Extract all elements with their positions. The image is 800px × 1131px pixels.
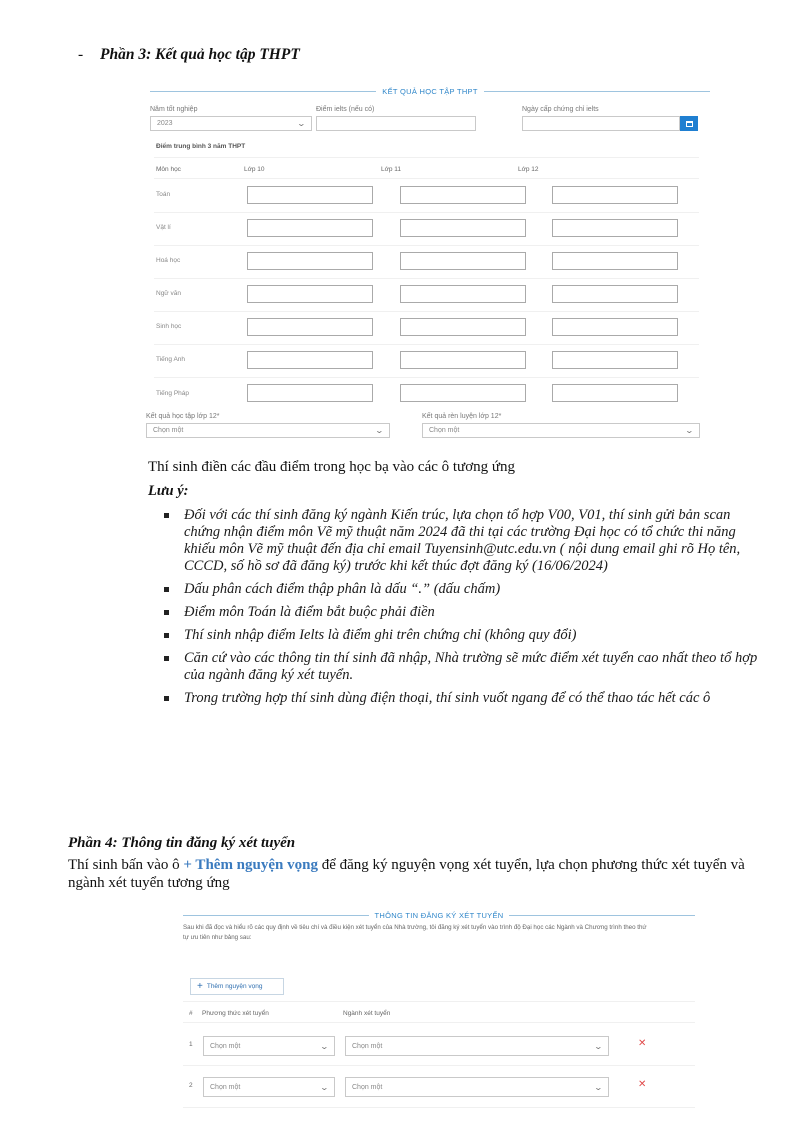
- grade10-input[interactable]: [247, 285, 373, 303]
- grade10-input[interactable]: [247, 219, 373, 237]
- divider: [183, 1022, 695, 1023]
- section4-title: Phần 4: Thông tin đăng ký xét tuyển: [68, 835, 296, 851]
- subject-label: Hoá học: [156, 257, 181, 264]
- bullet-icon: [164, 633, 169, 638]
- note-item: [160, 690, 770, 707]
- grade11-input[interactable]: [400, 252, 526, 270]
- add-wish-link: + Thêm nguyện vọng: [183, 857, 318, 873]
- notes-list: [160, 507, 770, 713]
- grade11-input[interactable]: [400, 285, 526, 303]
- chevron-down-icon: ⌄: [593, 1082, 604, 1092]
- grade10-input[interactable]: [247, 351, 373, 369]
- avg-title: Điểm trung bình 3 năm THPT: [156, 143, 246, 150]
- panel-legend: [183, 911, 695, 920]
- grade12-input[interactable]: [552, 318, 678, 336]
- chevron-down-icon: ⌄: [684, 426, 695, 435]
- note-text: Trong trường hợp thí sinh dùng điện thoại, thí sinh vuốt ngang để có thể thao tác hết các ô: [184, 690, 711, 706]
- col-grade12: Lớp 12: [518, 166, 539, 173]
- divider: [154, 278, 699, 279]
- grade12-input[interactable]: [552, 186, 678, 204]
- method-select[interactable]: [203, 1036, 335, 1056]
- legend-text: THÔNG TIN ĐĂNG KÝ XÉT TUYỂN: [374, 911, 504, 920]
- divider: [154, 377, 699, 378]
- ielts-date-input[interactable]: [522, 116, 680, 131]
- note-item: [160, 604, 770, 621]
- note-item: [160, 581, 770, 598]
- grade11-input[interactable]: [400, 186, 526, 204]
- conduct-result-label: Kết quả rèn luyện lớp 12*: [422, 413, 502, 420]
- note-item: [160, 627, 770, 644]
- add-wish-label: Thêm nguyện vọng: [206, 983, 263, 990]
- note-text: Dấu phân cách điểm thập phân là dấu “.” (dấu chấm): [184, 581, 501, 597]
- section3-heading: [78, 46, 300, 64]
- chevron-down-icon: ⌄: [319, 1041, 330, 1051]
- subject-label: Sinh học: [156, 323, 182, 330]
- chevron-down-icon: ⌄: [374, 426, 385, 435]
- row-index: 1: [189, 1041, 193, 1048]
- col-grade11: Lớp 11: [381, 166, 402, 173]
- grade10-input[interactable]: [247, 384, 373, 402]
- divider: [154, 157, 699, 158]
- grade11-input[interactable]: [400, 219, 526, 237]
- select-placeholder: Chọn một: [429, 427, 460, 434]
- chevron-down-icon: ⌄: [296, 119, 307, 128]
- subject-label: Vật lí: [156, 224, 171, 231]
- grade11-input[interactable]: [400, 318, 526, 336]
- grade10-input[interactable]: [247, 252, 373, 270]
- section3-title: Phần 3: Kết quả học tập THPT: [100, 46, 300, 63]
- subject-label: Toán: [156, 191, 171, 198]
- select-placeholder: Chọn một: [352, 1083, 383, 1091]
- col-method: Phương thức xét tuyển: [202, 1010, 269, 1017]
- col-index: #: [189, 1010, 193, 1017]
- major-select[interactable]: [345, 1036, 609, 1056]
- select-placeholder: Chọn một: [210, 1042, 241, 1050]
- col-subject: Môn học: [156, 166, 181, 173]
- divider: [183, 1065, 695, 1066]
- calendar-icon: [686, 121, 693, 127]
- intro-text: Thí sinh bấn vào ô: [68, 857, 184, 873]
- heading-dash: -: [78, 46, 84, 63]
- bullet-icon: [164, 696, 169, 701]
- plus-icon: +: [197, 981, 203, 992]
- divider: [154, 344, 699, 345]
- note-item: [160, 650, 770, 684]
- ielts-date-label: Ngày cấp chứng chỉ ielts: [522, 106, 599, 113]
- col-grade10: Lớp 10: [244, 166, 265, 173]
- divider: [154, 311, 699, 312]
- note-text: Thí sinh nhập điểm Ielts là điểm ghi trên chứng chỉ (không quy đổi): [184, 627, 577, 643]
- bullet-icon: [164, 513, 169, 518]
- grade12-input[interactable]: [552, 219, 678, 237]
- grade10-input[interactable]: [247, 318, 373, 336]
- ielts-score-label: Điểm ielts (nếu có): [316, 106, 375, 113]
- ielts-score-input[interactable]: [316, 116, 476, 131]
- academic-result-label: Kết quả học tập lớp 12*: [146, 413, 220, 420]
- subject-label: Tiếng Anh: [156, 356, 186, 363]
- section4-intro: [68, 856, 748, 892]
- divider: [154, 178, 699, 179]
- divider: [154, 212, 699, 213]
- academic-result-select[interactable]: [146, 423, 390, 438]
- conduct-result-select[interactable]: [422, 423, 700, 438]
- select-placeholder: Chọn một: [210, 1083, 241, 1091]
- graduation-year-value: 2023: [157, 120, 173, 127]
- note-text: Căn cứ vào các thông tin thí sinh đã nhập, Nhà trường sẽ mức điểm xét tuyển cao nhất theo tổ hợp của ngành đăng ký xét tuyển.: [184, 650, 758, 683]
- grade12-input[interactable]: [552, 384, 678, 402]
- bullet-icon: [164, 587, 169, 592]
- chevron-down-icon: ⌄: [593, 1041, 604, 1051]
- grade12-input[interactable]: [552, 252, 678, 270]
- bullet-icon: [164, 656, 169, 661]
- divider: [183, 1107, 695, 1108]
- subject-label: Ngữ văn: [156, 290, 181, 297]
- delete-icon[interactable]: ✕: [638, 1079, 647, 1090]
- method-select[interactable]: [203, 1077, 335, 1097]
- grade12-input[interactable]: [552, 351, 678, 369]
- legend-text: KẾT QUẢ HỌC TẬP THPT: [382, 87, 478, 96]
- registration-panel: [175, 905, 703, 1115]
- note-item: [160, 507, 770, 575]
- grade10-input[interactable]: [247, 186, 373, 204]
- grade11-input[interactable]: [400, 384, 526, 402]
- calendar-button[interactable]: [680, 116, 698, 131]
- note-text: Điểm môn Toán là điểm bắt buộc phải điền: [184, 604, 435, 620]
- row-index: 2: [189, 1082, 193, 1089]
- bullet-icon: [164, 610, 169, 615]
- academic-results-panel: [138, 80, 710, 448]
- divider: [183, 1001, 695, 1002]
- select-placeholder: Chọn một: [352, 1042, 383, 1050]
- note-text: Đối với các thí sinh đăng ký ngành Kiến trúc, lựa chọn tổ hợp V00, V01, thí sinh gửi bản scan chứng nhận điểm môn Vẽ mỹ thuật năm 2024 đã thi tại các trường Đại học có tổ chức thi năng khiếu môn Vẽ mỹ thuật đến địa chỉ email Tuyensinh@utc.edu.vn ( nội dung email ghi rõ Họ tên, CCCD, số hồ sơ đã đăng ký) trước khi kết thúc đợt đăng ký (16/06/2024): [184, 507, 741, 574]
- grade11-input[interactable]: [400, 351, 526, 369]
- graduation-year-label: Năm tốt nghiệp: [150, 106, 198, 113]
- major-select[interactable]: [345, 1077, 609, 1097]
- panel-legend: [150, 87, 710, 96]
- col-major: Ngành xét tuyển: [343, 1010, 391, 1017]
- add-wish-button[interactable]: [190, 978, 284, 995]
- chevron-down-icon: ⌄: [319, 1082, 330, 1092]
- intro-text: để đăng ký nguyện vọng xét tuyển, lựa chọn phương thức xét tuyển và ngành xét tuyển tương ứng: [68, 857, 745, 891]
- divider: [154, 245, 699, 246]
- graduation-year-select[interactable]: [150, 116, 312, 131]
- subject-label: Tiếng Pháp: [156, 390, 190, 397]
- instruction-text: Thí sinh điền các đầu điểm trong học bạ vào các ô tương ứng: [148, 459, 516, 475]
- grade12-input[interactable]: [552, 285, 678, 303]
- delete-icon[interactable]: ✕: [638, 1038, 647, 1049]
- note-title: Lưu ý:: [148, 483, 189, 499]
- registration-description: Sau khi đã đọc và hiểu rõ các quy định về tiêu chí và điều kiện xét tuyển của Nhà trường, tôi đăng ký xét tuyển vào trình độ Đại học các Ngành và Chương trình theo thứ tự ưu tiên như bảng sau:: [183, 924, 647, 941]
- select-placeholder: Chọn một: [153, 427, 184, 434]
